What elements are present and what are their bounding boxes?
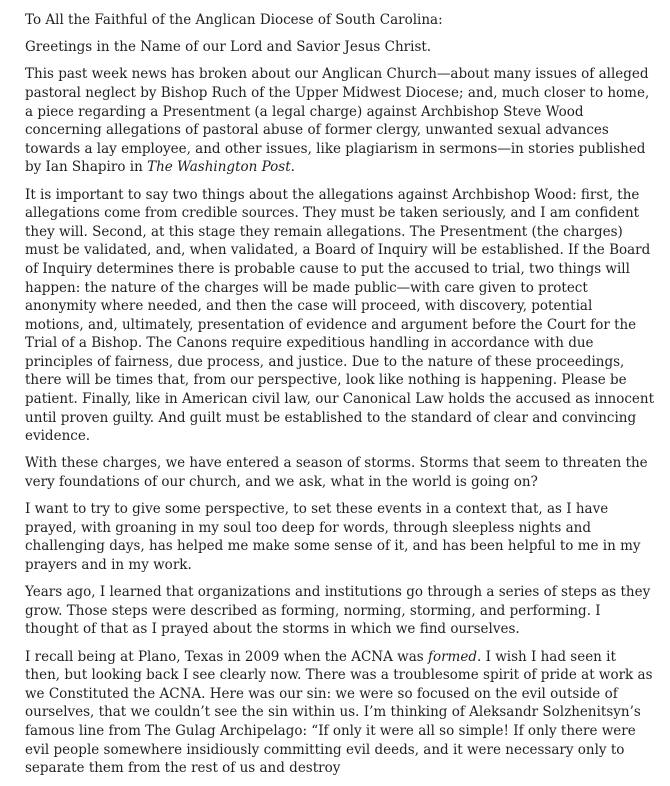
paragraph-plano-start: I recall being at Plano, Texas in 2009 when the ACNA was	[25, 648, 428, 665]
greeting: Greetings in the Name of our Lord and Savior Jesus Christ.	[25, 39, 432, 56]
paragraph-plano-rest: . I wish I had seen it then, but looking back I see clearly now. There was a troublesome spirit of pride at work as we Constituted the ACNA. Here was our sin: we were so focused on the evil outside of ourselves, that we couldn’t see the sin within us. I’m thinking of Aleksandr Solzhenitsyn’s famous line from The Gulag Archipelago: “If only it were all so simple! If only there were evil people somewhere insidiously committing evil deeds, and it were necessary only to separate them from the rest of us and destroy	[25, 648, 653, 777]
paragraph-news	[25, 65, 655, 177]
paragraph-news-end: .	[290, 159, 295, 176]
paragraph-storms: With these charges, we have entered a season of storms. Storms that seem to threaten the very foundations of our church, and we ask, what in the world is going on?	[25, 455, 648, 491]
letter-document	[25, 11, 655, 786]
paragraph-news-text: This past week news has broken about our Anglican Church—about many issues of alleged pastoral neglect by Bishop Ruch of the Upper Midwest Diocese; and, much closer to home, a piece regarding a Presentment (a legal charge) against Archbishop Steve Wood concerning allegations of pastoral abuse of former clergy, unwanted sexual advances towards a lay employee, and other issues, like plagiarism in sermons—in stories published by Ian Shapiro in	[25, 66, 650, 176]
paragraph-plano	[25, 648, 655, 778]
publication-name: The Washington Post	[147, 159, 291, 176]
paragraph-allegations: It is important to say two things about the allegations against Archbishop Wood: first, the allegations come from credible sources. They must be taken seriously, and I am confident they will. Second, at this stage they remain allegations. The Presentment (the charges) must be validated, and, when validated, a Board of Inquiry will be established. If the Board of Inquiry determines there is probable cause to put the accused to trial, two things will happen: the nature of the charges will be made public—with care given to protect anonymity where needed, and then the case will proceed, with discovery, potential motions, and, ultimately, presentation of evidence and argument before the Court for the Trial of a Bishop. The Canons require expeditious handling in accordance with due principles of fairness, due process, and justice. Due to the nature of these proceedings, there will be times that, from our perspective, look like nothing is happening. Please be patient. Finally, like in American civil law, our Canonical Law holds the accused as innocent until proven guilty. And guilt must be established to the standard of clear and convincing evidence.	[25, 186, 654, 445]
paragraph-stages: Years ago, I learned that organizations and institutions go through a series of steps as they grow. Those steps were described as forming, norming, storming, and performing. I thought of that as I prayed about the storms in which we find ourselves.	[25, 584, 651, 638]
salutation: To All the Faithful of the Anglican Diocese of South Carolina:	[25, 12, 443, 28]
paragraph-perspective: I want to try to give some perspective, to set these events in a context that, as I have prayed, with groaning in my soul too deep for words, through sleepless nights and challenging days, has helped me make some sense of it, and has been helpful to me in my prayers and in my work.	[25, 501, 641, 573]
emphasis-formed: formed	[427, 648, 477, 665]
